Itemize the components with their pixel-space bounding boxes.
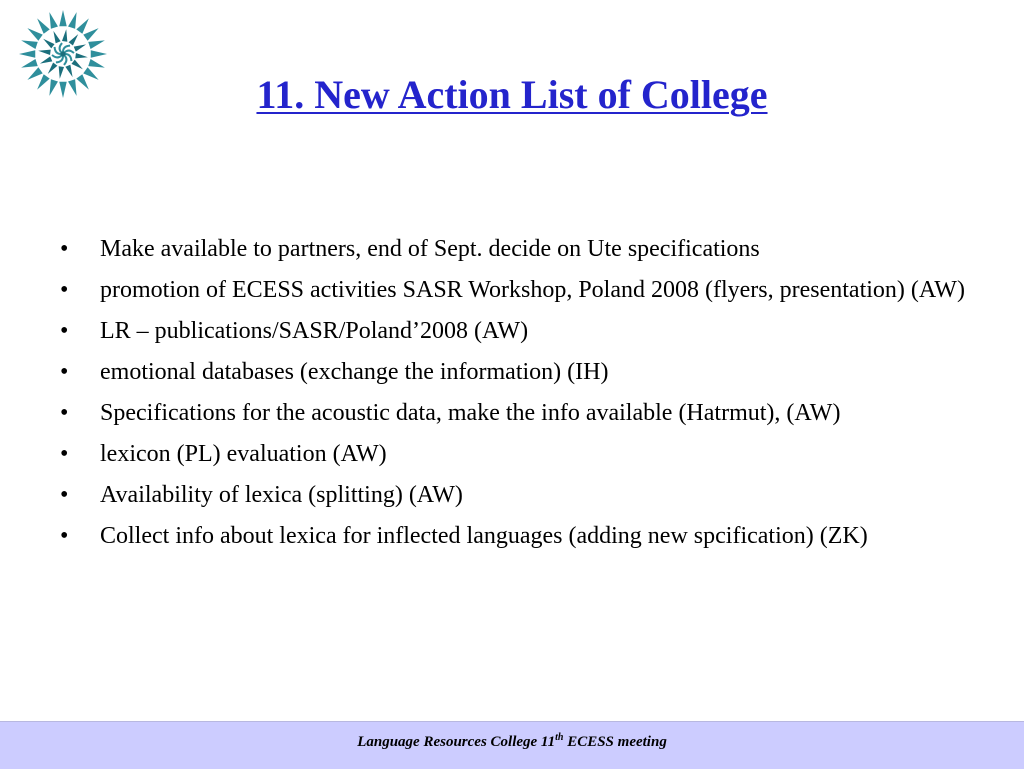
- footer-prefix: Language Resources College 11: [357, 734, 556, 750]
- list-item: [56, 519, 966, 553]
- list-item: [56, 478, 966, 512]
- list-item: [56, 273, 966, 307]
- footer-suffix: ECESS meeting: [563, 734, 667, 750]
- footer-text: [0, 732, 1024, 751]
- action-list: [56, 232, 966, 560]
- bullet-dot: •: [60, 482, 69, 508]
- list-item-text: promotion of ECESS activities SASR Workshop, Poland 2008 (flyers, presentation) (AW): [100, 277, 965, 303]
- list-item: [56, 232, 966, 266]
- list-item-text: Collect info about lexica for inflected languages (adding new spcification) (ZK): [100, 523, 868, 549]
- slide-title: 11. New Action List of College: [256, 72, 768, 117]
- footer-bar: [0, 721, 1024, 769]
- list-item: [56, 396, 966, 430]
- bullet-dot: •: [60, 236, 69, 262]
- list-item: [56, 314, 966, 348]
- bullet-dot: •: [60, 400, 69, 426]
- list-item-text: lexicon (PL) evaluation (AW): [100, 441, 387, 467]
- bullet-dot: •: [60, 523, 69, 549]
- bullet-dot: •: [60, 441, 69, 467]
- bullet-dot: •: [60, 359, 69, 385]
- list-item: [56, 437, 966, 471]
- list-item-text: LR – publications/SASR/Poland’2008 (AW): [100, 318, 529, 344]
- bullet-dot: •: [60, 318, 69, 344]
- list-item-text: Make available to partners, end of Sept. decide on Ute specifications: [100, 236, 760, 262]
- footer-superscript: th: [555, 732, 564, 743]
- list-item-text: emotional databases (exchange the information) (IH): [100, 359, 609, 385]
- list-item: [56, 355, 966, 389]
- bullet-dot: •: [60, 277, 69, 303]
- list-item-text: Specifications for the acoustic data, make the info available (Hatrmut), (AW): [100, 400, 841, 426]
- list-item-text: Availability of lexica (splitting) (AW): [100, 482, 463, 508]
